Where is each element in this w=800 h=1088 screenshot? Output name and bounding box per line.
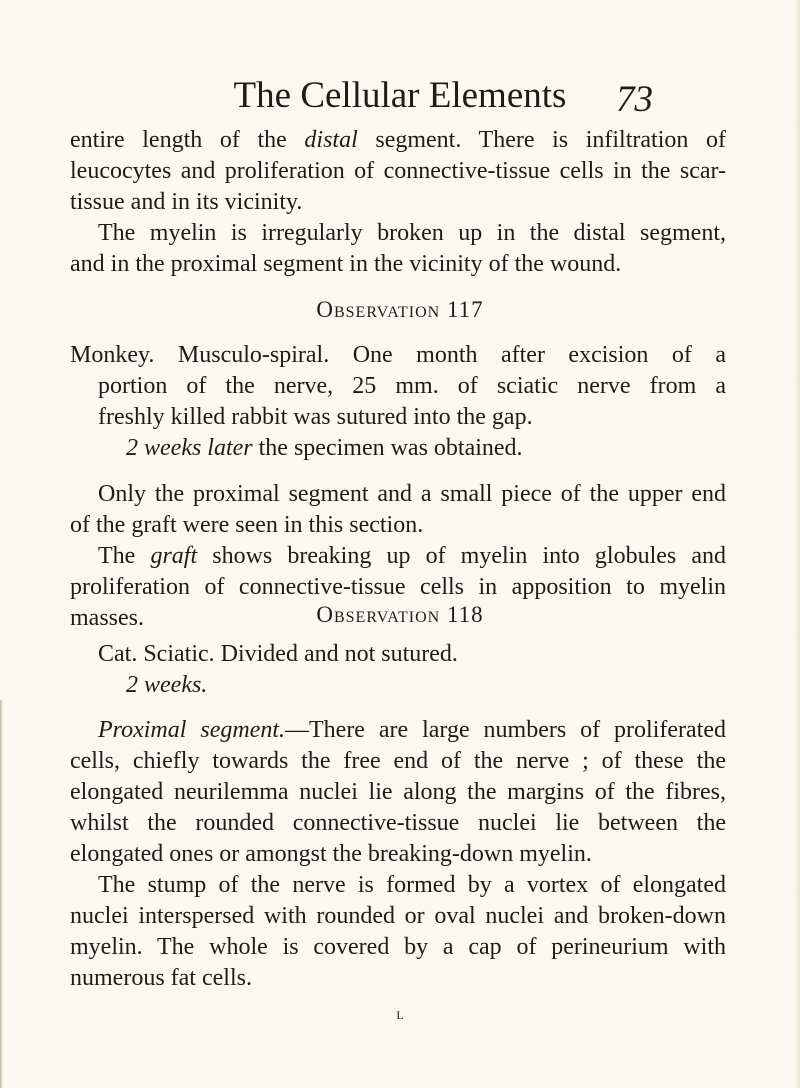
italic-text: graft bbox=[150, 543, 198, 569]
body-text: elongated ones or amongst the breaking-down myelin. bbox=[70, 841, 592, 867]
page-edge-shadow bbox=[0, 700, 3, 1088]
observation-heading: Observation 118 bbox=[316, 602, 484, 627]
text-line bbox=[126, 432, 800, 464]
italic-text: 2 weeks later bbox=[126, 435, 253, 461]
body-text: nuclei interspersed with rounded or oval nuclei and broken-down bbox=[70, 903, 726, 929]
text-line bbox=[70, 900, 726, 932]
body-text: The myelin is irregularly broken up in the distal segment, bbox=[98, 220, 726, 246]
text-line bbox=[70, 186, 800, 218]
italic-text: Proximal segment. bbox=[98, 717, 285, 743]
body-text: tissue and in its vicinity. bbox=[70, 189, 303, 215]
text-line bbox=[98, 478, 726, 510]
body-text: cells, chiefly towards the free end of the nerve ; of these the bbox=[70, 748, 726, 774]
body-text: freshly killed rabbit was sutured into the gap. bbox=[98, 404, 533, 430]
page-edge-tint bbox=[794, 0, 800, 1088]
body-text: shows breaking up of myelin into globules and bbox=[197, 543, 726, 569]
text-line bbox=[98, 401, 800, 433]
body-text: the specimen was obtained. bbox=[252, 435, 523, 461]
body-text: proliferation of connective-tissue cells in apposition to myelin bbox=[70, 574, 726, 600]
text-line bbox=[70, 931, 726, 963]
text-line bbox=[70, 962, 800, 994]
body-text: of the graft were seen in this section. bbox=[70, 512, 424, 538]
body-text: Only the proximal segment and a small piece of the upper end bbox=[98, 481, 726, 507]
signature-mark: L bbox=[396, 1008, 404, 1022]
text-line bbox=[70, 155, 726, 187]
text-line bbox=[70, 509, 800, 541]
running-title: The Cellular Elements bbox=[233, 75, 567, 116]
text-line bbox=[70, 745, 726, 777]
body-text: Monkey. Musculo-spiral. One month after excision of a bbox=[70, 342, 726, 368]
body-text: The bbox=[98, 543, 151, 569]
body-text: whilst the rounded connective-tissue nuclei lie between the bbox=[70, 810, 726, 836]
body-text: entire length of the bbox=[70, 127, 305, 153]
text-line bbox=[98, 869, 726, 901]
body-text: segment. There is infiltration of bbox=[357, 127, 726, 153]
text-line bbox=[126, 669, 800, 701]
text-line bbox=[70, 571, 726, 603]
body-text: The stump of the nerve is formed by a vortex of elongated bbox=[98, 872, 726, 898]
body-text: portion of the nerve, 25 mm. of sciatic nerve from a bbox=[98, 373, 726, 399]
observation-heading: Observation 117 bbox=[316, 297, 484, 322]
body-text: myelin. The whole is covered by a cap of perineurium with bbox=[70, 934, 726, 960]
body-text: Cat. Sciatic. Divided and not sutured. bbox=[98, 641, 458, 667]
text-line bbox=[98, 638, 800, 670]
text-line bbox=[70, 248, 800, 280]
italic-text: 2 weeks. bbox=[126, 672, 208, 698]
text-line bbox=[70, 838, 800, 870]
text-line bbox=[70, 776, 726, 808]
italic-text: distal bbox=[304, 127, 358, 153]
text-line bbox=[98, 370, 726, 402]
text-line bbox=[70, 339, 726, 371]
page-number: 73 bbox=[616, 79, 653, 120]
text-line bbox=[70, 124, 726, 156]
text-line bbox=[98, 217, 726, 249]
text-line bbox=[98, 714, 726, 746]
text-line bbox=[70, 807, 726, 839]
body-text: elongated neurilemma nuclei lie along the margins of the fibres, bbox=[70, 779, 726, 805]
body-text: masses. bbox=[70, 605, 144, 631]
body-text: and in the proximal segment in the vicinity of the wound. bbox=[70, 251, 622, 277]
body-text: —There are large numbers of proliferated bbox=[285, 717, 726, 743]
body-text: leucocytes and proliferation of connective-tissue cells in the scar- bbox=[70, 158, 726, 184]
body-text: numerous fat cells. bbox=[70, 965, 252, 991]
text-line bbox=[98, 540, 726, 572]
